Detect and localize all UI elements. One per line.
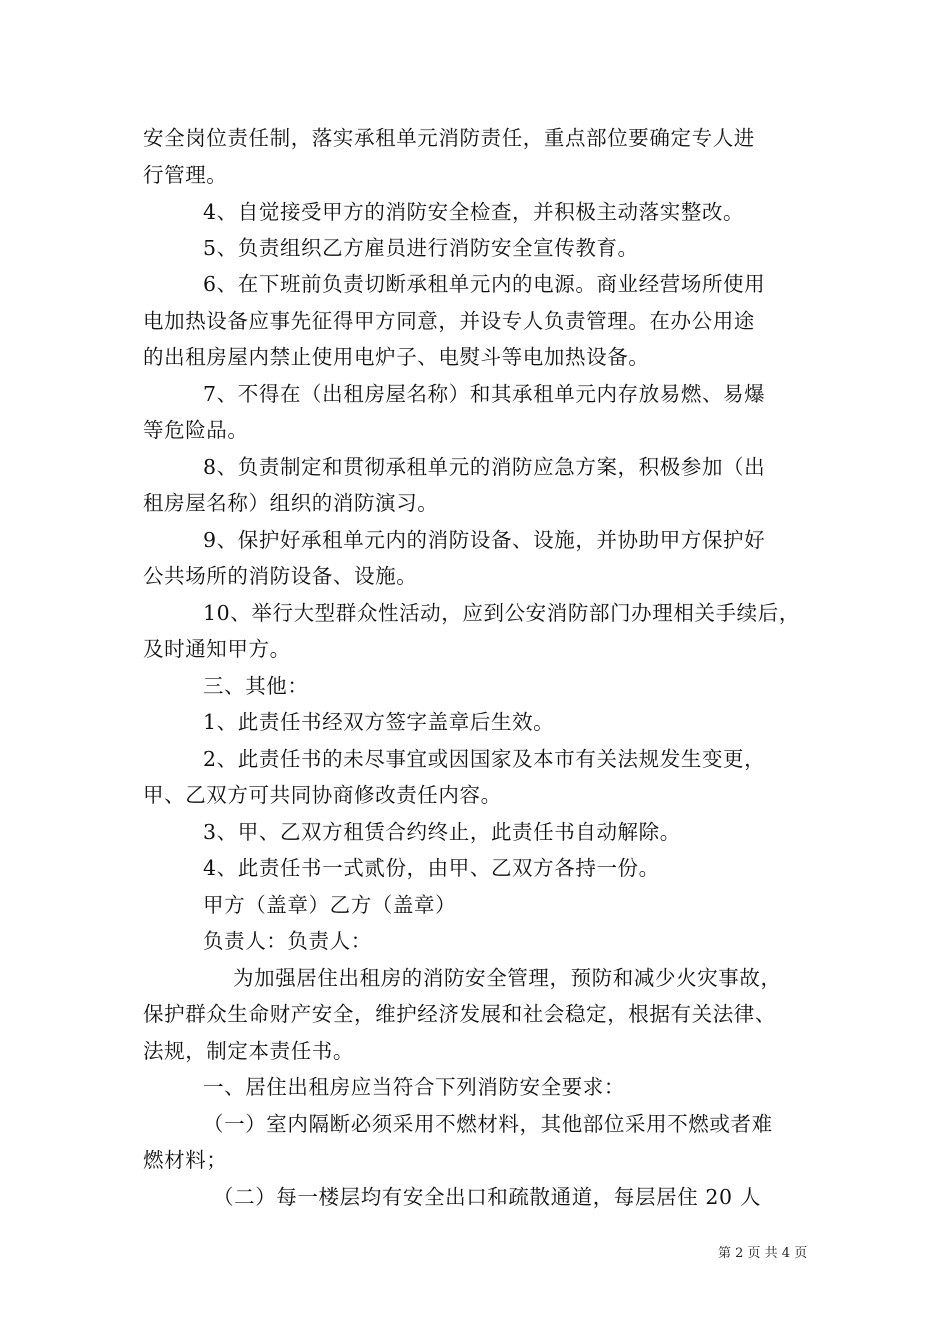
text-line: 4、自觉接受甲方的消防安全检查，并积极主动落实整改。	[203, 200, 745, 224]
text-line: 6、在下班前负责切断承租单元内的电源。商业经营场所使用	[203, 272, 766, 296]
text-line: 及时通知甲方。	[143, 637, 291, 661]
text-line: 公共场所的消防设备、设施。	[143, 564, 418, 588]
text-line: 安全岗位责任制，落实承租单元消防责任，重点部位要确定专人进	[143, 126, 755, 150]
section-heading: 一、居住出租房应当符合下列消防安全要求：	[203, 1075, 625, 1099]
text-line: 10、举行大型群众性活动，应到公安消防部门办理相关手续后，	[203, 601, 800, 625]
signature-line: 负责人：负责人：	[203, 929, 372, 953]
section-heading: 三、其他：	[203, 674, 309, 698]
text-line: 3、甲、乙双方租赁合约终止，此责任书自动解除。	[203, 820, 681, 844]
text-line: 2、此责任书的未尽事宜或因国家及本市有关法规发生变更，	[203, 747, 766, 771]
text-line: 1、此责任书经双方签字盖章后生效。	[203, 710, 555, 734]
text-line: 法规，制定本责任书。	[143, 1039, 354, 1063]
text-line: （二）每一楼层均有安全出口和疏散通道，每层居住 20 人	[213, 1185, 761, 1209]
text-line: 保护群众生命财产安全，维护经济发展和社会稳定，根据有关法律、	[143, 1002, 776, 1026]
text-line: 4、此责任书一式贰份，由甲、乙双方各持一份。	[203, 856, 660, 880]
text-line: 的出租房屋内禁止使用电炉子、电熨斗等电加热设备。	[143, 345, 650, 369]
text-line: 5、负责组织乙方雇员进行消防安全宣传教育。	[203, 236, 639, 260]
text-line: 为加强居住出租房的消防安全管理，预防和减少火灾事故，	[233, 966, 782, 990]
text-line: 燃材料；	[143, 1148, 228, 1172]
text-line: 行管理。	[143, 163, 228, 187]
text-line: （一）室内隔断必须采用不燃材料，其他部位采用不燃或者难	[203, 1112, 773, 1136]
text-line: 等危险品。	[143, 418, 249, 442]
text-line: 9、保护好承租单元内的消防设备、设施，并协助甲方保护好	[203, 528, 766, 552]
signature-line: 甲方（盖章）乙方（盖章）	[203, 893, 457, 917]
page-number: 第 2 页 共 4 页	[718, 1246, 808, 1261]
text-line: 7、不得在（出租房屋名称）和其承租单元内存放易燃、易爆	[203, 382, 766, 406]
text-line: 电加热设备应事先征得甲方同意，并设专人负责管理。在办公用途	[143, 309, 755, 333]
text-line: 8、负责制定和贯彻承租单元的消防应急方案，积极参加（出	[203, 455, 766, 479]
text-line: 甲、乙双方可共同协商修改责任内容。	[143, 783, 502, 807]
text-line: 租房屋名称）组织的消防演习。	[143, 491, 439, 515]
